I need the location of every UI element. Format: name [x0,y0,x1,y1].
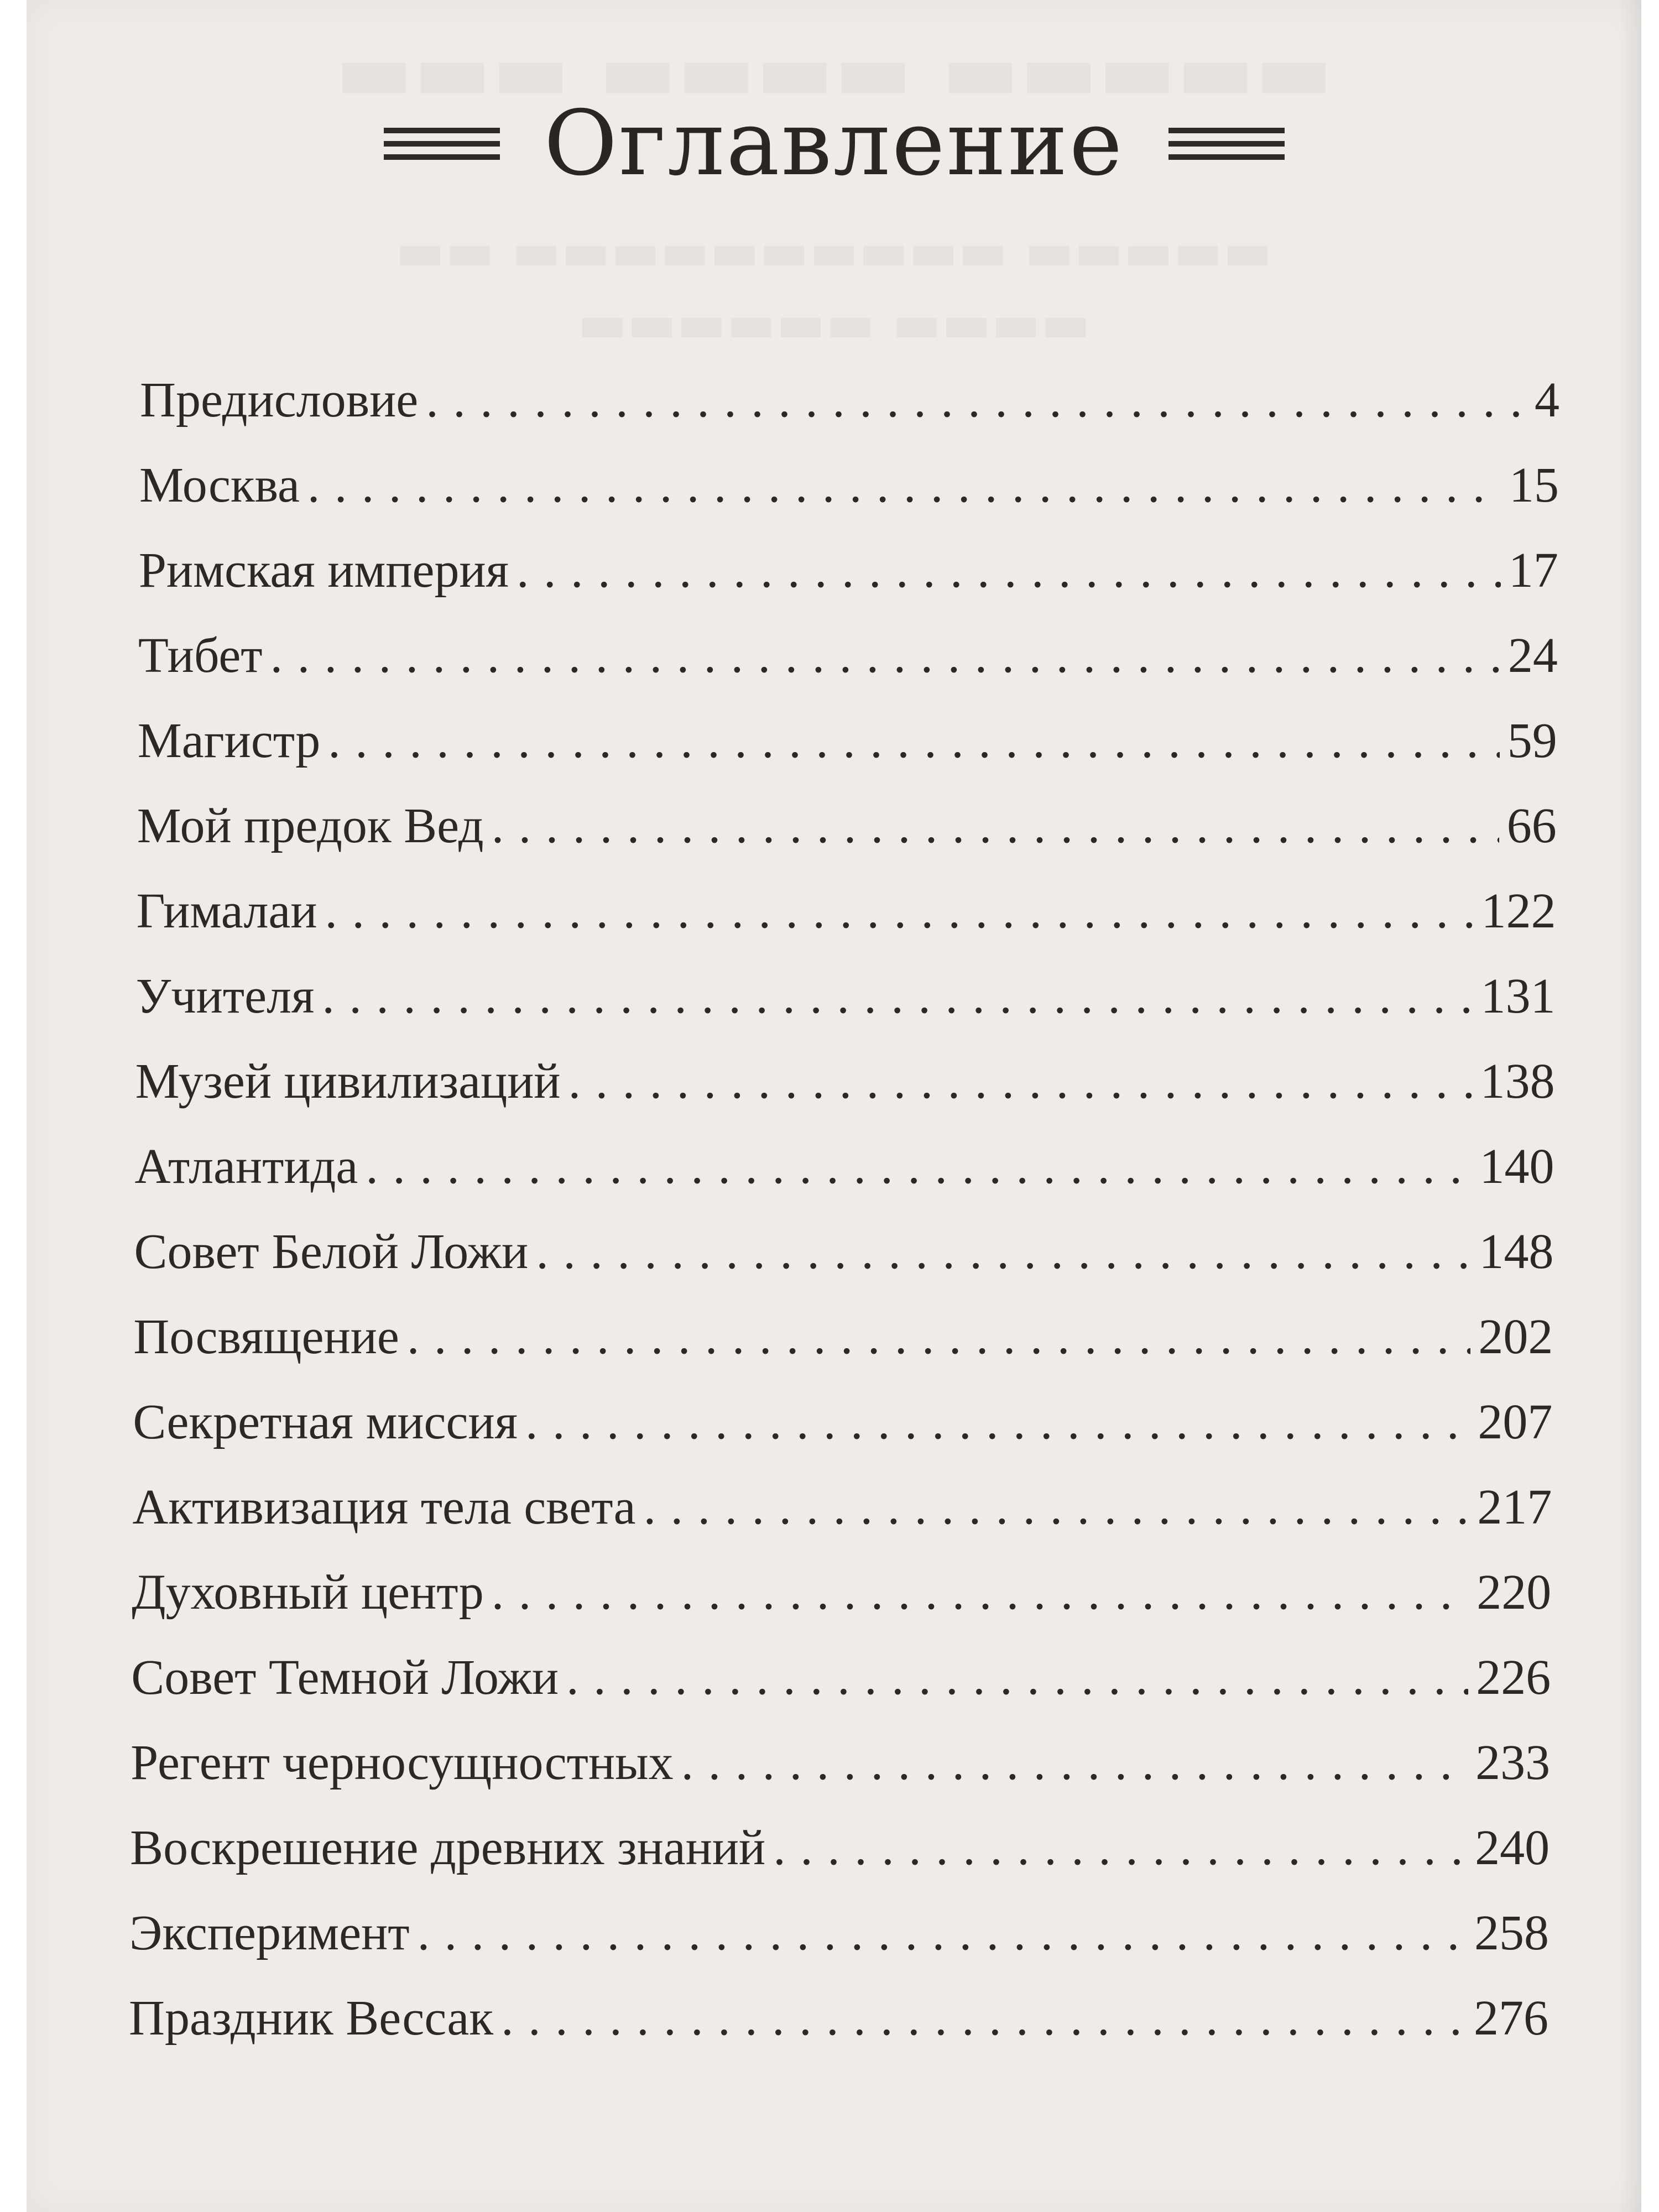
dot-leader [492,797,1499,854]
dot-leader [517,542,1501,599]
toc-entry-page-number: 276 [1474,1991,1548,2046]
show-through-text: ▬▬▬▬▬▬ ▬▬▬▬ [577,293,1091,354]
toc-entry-page-number: 207 [1478,1395,1553,1449]
toc-entry [139,542,1558,627]
toc-entry [135,1053,1555,1138]
toc-entry [133,1308,1553,1394]
dot-leader [492,1564,1469,1621]
toc-entry [137,883,1556,968]
dot-leader [536,1223,1471,1280]
dot-leader [525,1394,1470,1451]
toc-entry-page-number: 15 [1509,458,1559,513]
toc-entry-page-number: 148 [1479,1224,1554,1279]
dot-leader [366,1138,1472,1195]
toc-entry-title: Посвящение [133,1310,399,1364]
dot-leader [568,1053,1473,1110]
toc-entry [131,1734,1550,1819]
toc-entry-title: Гималаи [136,884,317,938]
toc-entry [133,1394,1552,1479]
toc-entry-page-number: 226 [1476,1650,1551,1705]
toc-entry [132,1564,1551,1649]
toc-entry [138,712,1557,797]
toc-entry [132,1479,1552,1564]
toc-entry [129,1990,1548,2075]
toc-entry [140,372,1559,457]
toc-entry [131,1649,1551,1734]
toc-entry-title: Магистр [137,713,321,768]
toc-entry-page-number: 138 [1480,1054,1555,1109]
toc-entry-page-number: 240 [1475,1820,1550,1875]
dot-leader [322,968,1473,1025]
toc-entry-page-number: 66 [1506,799,1557,853]
toc-entry-page-number: 202 [1478,1310,1553,1364]
toc-entry-page-number: 59 [1507,713,1557,768]
toc-entry-page-number: 233 [1475,1735,1551,1790]
dot-leader [773,1819,1467,1876]
toc-entry-title: Атлантида [134,1139,358,1194]
toc-entry-page-number: 220 [1477,1565,1552,1620]
toc-entry [138,627,1558,712]
left-ornament-rule [384,128,500,160]
show-through-text: ▬▬ ▬▬▬▬▬▬▬▬▬▬ ▬▬▬▬▬ [395,221,1273,282]
toc-entry-page-number: 24 [1507,628,1558,683]
toc-entry-page-number: 140 [1479,1139,1554,1194]
toc-entry-title: Мой предок Вед [137,799,484,853]
toc-entry [129,1905,1549,1990]
page-title: Оглавление [544,92,1124,196]
toc-entry-page-number: 122 [1481,884,1556,938]
dot-leader [407,1308,1471,1365]
toc-entry [134,1223,1553,1308]
show-through-text: ▬▬▬ ▬▬▬▬ ▬▬▬▬▬ [335,22,1333,119]
toc-entry [136,968,1556,1053]
book-page [27,0,1641,2212]
dot-leader [681,1734,1468,1791]
toc-entry-page-number: 17 [1508,543,1558,598]
dot-leader [644,1479,1470,1536]
toc-entry-page-number: 131 [1480,969,1556,1024]
toc-entry-title: Тибет [138,628,263,683]
dot-leader [501,1990,1466,2047]
toc-entry [135,1138,1554,1223]
toc-entry [130,1819,1550,1905]
toc-entry-title: Музей цивилизаций [135,1054,561,1109]
dot-leader [270,627,1500,684]
toc-entry-title: Духовный центр [132,1565,484,1620]
toc-entry-title: Совет Белой Ложи [134,1224,529,1279]
dot-leader [418,1905,1467,1961]
dot-leader [325,883,1474,940]
toc-entry-title: Эксперимент [129,1906,410,1960]
toc-entry-title: Учителя [135,969,315,1024]
dot-leader [328,712,1500,769]
toc-entry-page-number: 258 [1474,1906,1550,1960]
dot-leader [566,1649,1468,1706]
toc-entry-page-number: 217 [1477,1480,1552,1535]
toc-entry-title: Секретная миссия [133,1395,518,1449]
toc-entry-title: Москва [139,458,300,513]
toc-entry-title: Праздник Вессак [129,1991,494,2046]
toc-entry-title: Римская империя [138,543,509,598]
toc-entry-title: Регент черносущностных [131,1735,674,1790]
dot-leader [307,457,1501,514]
toc-entry-page-number: 4 [1535,373,1559,427]
toc-entry [137,797,1557,883]
table-of-contents [27,372,1641,2075]
toc-entry-title: Воскрешение древних знаний [130,1820,766,1875]
dot-leader [426,372,1527,429]
toc-header [27,88,1641,199]
toc-entry-title: Активизация тела света [132,1480,636,1535]
toc-entry-title: Предисловие [140,373,419,427]
right-ornament-rule [1168,128,1285,160]
toc-entry-title: Совет Темной Ложи [131,1650,559,1705]
toc-entry [139,457,1559,542]
